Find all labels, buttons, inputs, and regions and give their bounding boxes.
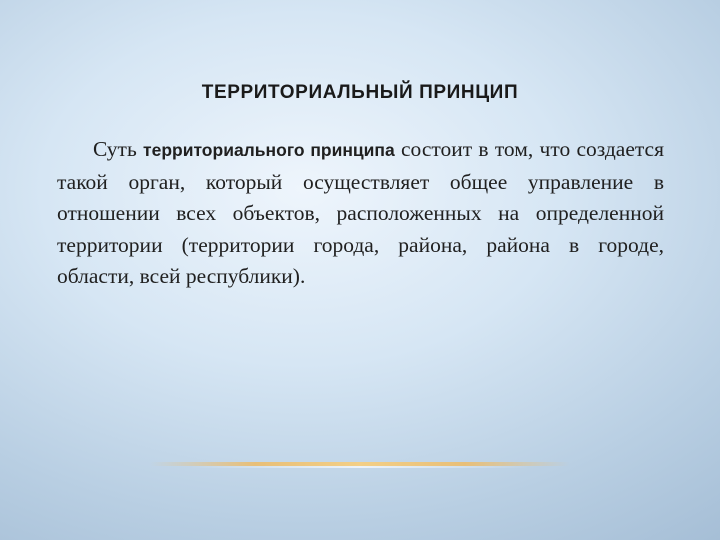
paragraph-rest: состоит в том, что создается такой орган, который осуществляет общее управление в отношении всех объектов, расположенных на определенной территории (территории города, района, района в городе, области, всей республики). xyxy=(57,137,664,288)
decorative-divider-glow xyxy=(190,466,530,468)
paragraph-emphasis: территориального принципа xyxy=(143,140,395,160)
slide-title: ТЕРРИТОРИАЛЬНЫЙ ПРИНЦИП xyxy=(201,82,519,103)
slide-body-paragraph xyxy=(57,134,664,293)
paragraph-lead: Суть xyxy=(93,137,144,161)
